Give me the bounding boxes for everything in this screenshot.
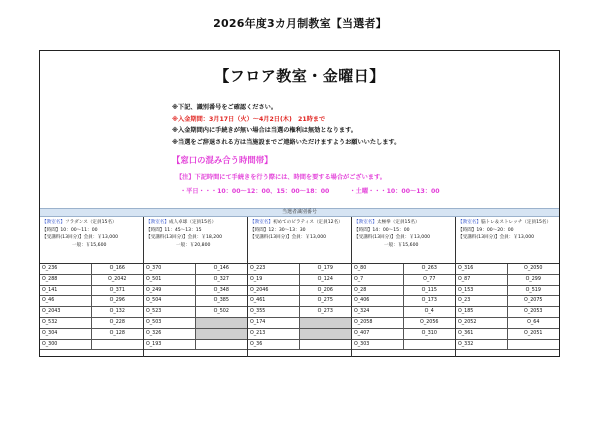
winner-id-cell: O_370 — [144, 264, 196, 275]
winner-id-cell: O_166 — [92, 264, 144, 275]
winner-id-cell: O_385 — [196, 296, 248, 307]
winner-id-cell: O_532 — [40, 318, 92, 329]
document-title: 2026年度3カ月制教室【当選者】 — [213, 17, 387, 30]
winner-id-cell: O_361 — [456, 329, 508, 340]
winner-id-cell: O_2052 — [456, 318, 508, 329]
course-time: 【時間】12：30～13：30 — [250, 227, 306, 233]
winner-id-grid — [456, 264, 559, 350]
course-header — [456, 217, 559, 264]
rush-hours-note: 【注】下記時間にて手続きを行う際には、時間を要する場合がございます。 — [176, 174, 386, 181]
winner-id-cell: O_77 — [404, 275, 456, 286]
winner-id-cell: O_206 — [300, 286, 352, 297]
winner-id-cell — [196, 318, 248, 329]
course-fee-member: 【受講料(13回分)】会員：￥13,000 — [42, 235, 119, 241]
rush-hours-times — [180, 186, 458, 195]
winner-id-cell: O_519 — [508, 286, 560, 297]
rush-saturday: ・土曜・・・10：00～13：00 — [349, 188, 440, 195]
course-column — [352, 217, 456, 357]
results-frame — [39, 50, 560, 357]
winner-id-cell: O_2043 — [40, 307, 92, 318]
winner-id-cell: O_504 — [144, 296, 196, 307]
course-time: 【時間】10：00～11：00 — [42, 227, 98, 233]
winner-id-cell: O_4 — [404, 307, 456, 318]
winner-id-cell: O_273 — [300, 307, 352, 318]
winner-id-cell: O_185 — [456, 307, 508, 318]
course-time: 【時間】14：00～15：00 — [354, 227, 410, 233]
winner-id-cell: O_502 — [196, 307, 248, 318]
winner-id-cell: O_263 — [404, 264, 456, 275]
winner-id-cell: O_327 — [196, 275, 248, 286]
winner-id-cell: O_228 — [92, 318, 144, 329]
winner-id-cell: O_2051 — [508, 329, 560, 340]
course-name — [146, 219, 247, 227]
winner-id-cell — [300, 329, 352, 340]
course-fee-member: 【受講料(13回分)】会員：￥13,000 — [458, 235, 535, 241]
winner-id-cell: O_371 — [92, 286, 144, 297]
course-header — [144, 217, 247, 264]
winner-id-cell: O_153 — [456, 286, 508, 297]
course-column — [144, 217, 248, 357]
winner-id-cell: O_19 — [248, 275, 300, 286]
winner-id-cell: O_36 — [248, 340, 300, 351]
winner-id-grid — [144, 264, 247, 350]
winner-id-cell: O_299 — [508, 275, 560, 286]
winner-id-cell: O_296 — [92, 296, 144, 307]
winner-id-cell: O_332 — [456, 340, 508, 351]
winner-id-cell: O_223 — [248, 264, 300, 275]
course-time: 【時間】11：45～13：15 — [146, 227, 202, 233]
winner-id-cell — [404, 340, 456, 351]
course-fee-general: 一般：￥15,600 — [384, 242, 419, 248]
course-kind-label: 【教室名】 — [458, 220, 481, 225]
rush-hours-title: 【窓口の混み合う時間帯】 — [172, 155, 273, 165]
winner-id-cell: O_355 — [248, 307, 300, 318]
course-title: フラダンス（定員15名） — [64, 220, 117, 225]
course-fee-general: 一般：￥20,800 — [176, 242, 211, 248]
main-heading: 【フロア教室・金曜日】 — [214, 67, 385, 85]
winner-id-cell: O_2046 — [248, 286, 300, 297]
winner-id-cell: O_46 — [40, 296, 92, 307]
winner-id-cell: O_7 — [352, 275, 404, 286]
winner-id-cell: O_132 — [92, 307, 144, 318]
winner-id-cell: O_115 — [404, 286, 456, 297]
winner-id-cell — [300, 340, 352, 351]
notes-block — [172, 102, 552, 148]
winner-id-cell: O_288 — [40, 275, 92, 286]
courses-table — [40, 217, 559, 357]
winner-id-cell: O_316 — [456, 264, 508, 275]
course-title: 脳トレ＆ストレッチ（定員15名） — [480, 220, 552, 225]
course-time: 【時間】19：00～20：00 — [458, 227, 514, 233]
note-line-payment-period: ※入金期間：3月17日（火）～4月2日(木) 21時まで — [172, 115, 326, 123]
winner-id-grid — [40, 264, 143, 350]
winner-id-cell: O_249 — [144, 286, 196, 297]
winner-id-grid — [352, 264, 455, 350]
winner-id-cell: O_501 — [144, 275, 196, 286]
winner-id-cell: O_128 — [92, 329, 144, 340]
winner-id-cell: O_2050 — [508, 264, 560, 275]
course-kind-label: 【教室名】 — [250, 220, 273, 225]
winner-id-cell: O_310 — [404, 329, 456, 340]
winner-id-cell: O_461 — [248, 296, 300, 307]
winner-id-cell: O_304 — [40, 329, 92, 340]
winner-id-cell: O_406 — [352, 296, 404, 307]
winner-id-cell — [300, 318, 352, 329]
winner-id-cell: O_2042 — [92, 275, 144, 286]
winner-id-cell: O_2075 — [508, 296, 560, 307]
course-fee-member: 【受講料(13回分)】会員：￥13,000 — [250, 235, 327, 241]
winner-id-grid — [248, 264, 351, 350]
winner-id-cell: O_87 — [456, 275, 508, 286]
winner-id-cell: O_236 — [40, 264, 92, 275]
course-name — [458, 219, 559, 227]
course-column — [40, 217, 144, 357]
course-title: 太極拳（定員15名） — [376, 220, 420, 225]
winner-id-cell: O_324 — [352, 307, 404, 318]
winner-id-cell: O_28 — [352, 286, 404, 297]
course-name — [354, 219, 455, 227]
note-line: ※下記、識別番号をご確認ください。 — [172, 104, 278, 111]
id-number-band: 当選者識別番号 — [40, 208, 559, 217]
winner-id-cell: O_326 — [144, 329, 196, 340]
note-line: ※当選をご辞退される方は当施設までご連絡いただけますようお願いいたします。 — [172, 138, 401, 146]
winner-id-cell — [92, 340, 144, 351]
winner-id-cell: O_141 — [40, 286, 92, 297]
course-kind-label: 【教室名】 — [354, 220, 377, 225]
winner-id-cell: O_23 — [456, 296, 508, 307]
winner-id-cell: O_179 — [300, 264, 352, 275]
winner-id-cell: O_303 — [352, 340, 404, 351]
winner-id-cell — [508, 340, 560, 351]
winner-id-cell: O_523 — [144, 307, 196, 318]
course-header — [40, 217, 143, 264]
course-header — [248, 217, 351, 264]
course-name — [42, 219, 143, 227]
winner-id-cell: O_64 — [508, 318, 560, 329]
winner-id-cell: O_275 — [300, 296, 352, 307]
winner-id-cell: O_146 — [196, 264, 248, 275]
winner-id-cell: O_2056 — [404, 318, 456, 329]
winner-id-cell — [196, 329, 248, 340]
winner-id-cell: O_193 — [144, 340, 196, 351]
winner-id-cell: O_124 — [300, 275, 352, 286]
note-line: ※入金期間内に手続きが無い場合は当選の権利は無効となります。 — [172, 127, 357, 135]
course-column — [248, 217, 352, 357]
course-fee-member: 【受講料(13回分)】会員：￥18,200 — [146, 235, 223, 241]
rush-weekday: ・平日・・・10：00～12：00、15：00～18：00 — [180, 188, 330, 195]
winner-id-cell: O_503 — [144, 318, 196, 329]
winner-id-cell: O_348 — [196, 286, 248, 297]
winner-id-cell: O_2058 — [352, 318, 404, 329]
winner-id-cell: O_213 — [248, 329, 300, 340]
winner-id-cell: O_173 — [404, 296, 456, 307]
winner-id-cell — [196, 340, 248, 351]
course-fee-member: 【受講料(13回分)】会員：￥13,000 — [354, 235, 431, 241]
course-kind-label: 【教室名】 — [146, 220, 169, 225]
course-column — [456, 217, 559, 357]
course-header — [352, 217, 455, 264]
winner-id-cell: O_2053 — [508, 307, 560, 318]
winner-id-cell: O_407 — [352, 329, 404, 340]
course-name — [250, 219, 351, 227]
course-title: 初めてのピラティス（定員12名） — [272, 220, 343, 225]
winner-id-cell: O_300 — [40, 340, 92, 351]
winner-id-cell: O_80 — [352, 264, 404, 275]
course-title: 成人卓球（定員15名） — [168, 220, 217, 225]
winner-id-cell: O_174 — [248, 318, 300, 329]
course-fee-general: 一般：￥15,600 — [72, 242, 107, 248]
course-kind-label: 【教室名】 — [42, 220, 65, 225]
